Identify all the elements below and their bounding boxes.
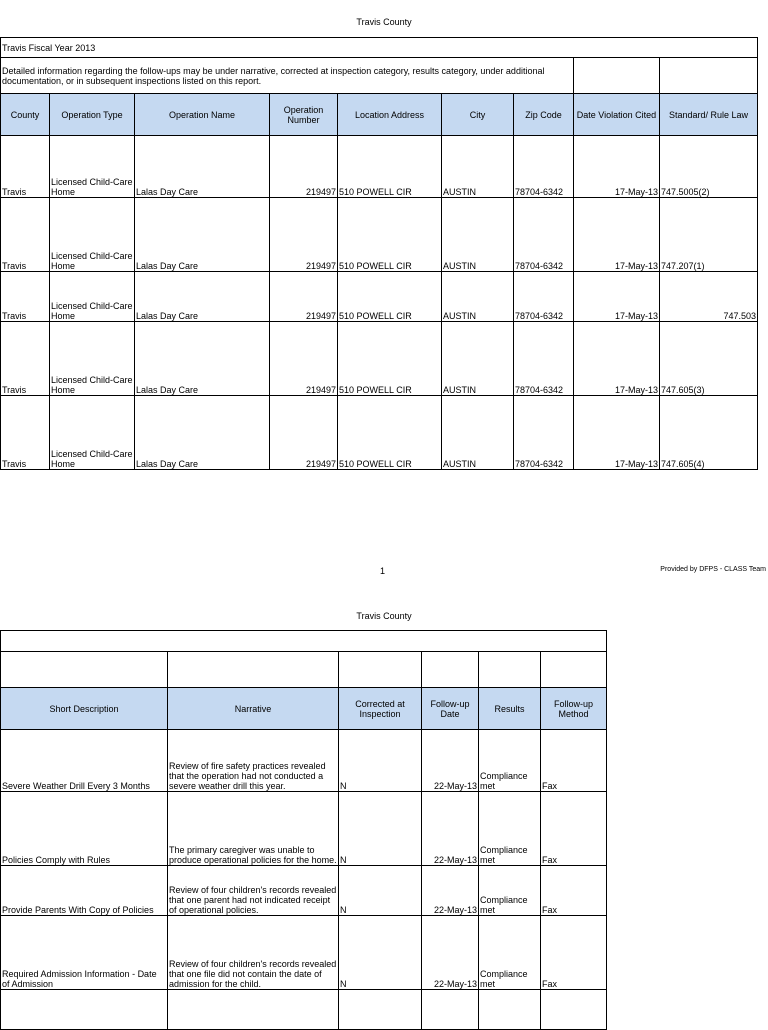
provided-by-footer: Provided by DFPS - CLASS Team [660,566,766,573]
table-row [1,396,758,470]
cell-results: Compliance met [479,916,541,990]
col-zip-header: Zip Code [514,94,574,136]
cell-narrative: Review of four children's records revealed that one parent had not indicated receipt of operational policies. [168,866,339,916]
empty-cell [574,58,660,94]
table-row [1,916,607,990]
cell-zip: 78704-6342 [514,136,574,198]
cell-zip: 78704-6342 [514,396,574,470]
table-row [1,198,758,272]
cell-address: 510 POWELL CIR [338,272,442,322]
cell-corrected: N [339,730,422,792]
followup-note: Detailed information regarding the follow-ups may be under narrative, corrected at inspection category, results category, under additional documentation, or in subsequent inspections listed on this report. [1,58,574,94]
cell-followup-method: Fax [541,730,607,792]
cell-county: Travis [1,198,50,272]
empty-cell [339,652,422,688]
cell-corrected: N [339,916,422,990]
cell-address: 510 POWELL CIR [338,136,442,198]
cell-county: Travis [1,322,50,396]
cell-short-description: Required Admission Information - Date of Admission [1,916,168,990]
cell-followup-date: 22-May-13 [422,916,479,990]
table-row [1,272,758,322]
cell-rule: 747.5005(2) [660,136,758,198]
table-row [1,730,607,792]
table-row [1,866,607,916]
cell-short-description: Policies Comply with Rules [1,792,168,866]
col-results-header: Results [479,688,541,730]
page-number: 1 [380,566,386,576]
table-row [1,322,758,396]
empty-cell [422,652,479,688]
cell-address: 510 POWELL CIR [338,198,442,272]
cell-zip: 78704-6342 [514,272,574,322]
cell-rule: 747.503 [660,272,758,322]
cell-date: 17-May-13 [574,322,660,396]
cell-name: Lalas Day Care [135,322,270,396]
cell-city: AUSTIN [442,272,514,322]
cell-narrative: Review of four children's records revealed that one file did not contain the date of admission for the child. [168,916,339,990]
empty-cell [660,58,758,94]
cell-corrected: N [339,792,422,866]
cell-results: Compliance met [479,792,541,866]
cell-zip: 78704-6342 [514,322,574,396]
cell-followup-date: 22-May-13 [422,792,479,866]
cell-date: 17-May-13 [574,136,660,198]
col-number-header: Operation Number [270,94,338,136]
cell-city: AUSTIN [442,136,514,198]
table-row [1,792,607,866]
col-date-header: Date Violation Cited [574,94,660,136]
header-row [1,94,758,136]
cell-followup-method: Fax [541,792,607,866]
cell-name: Lalas Day Care [135,136,270,198]
cell-date: 17-May-13 [574,272,660,322]
cell-city: AUSTIN [442,322,514,396]
header-row [1,688,607,730]
cell-date: 17-May-13 [574,198,660,272]
cell-number: 219497 [270,272,338,322]
empty-cell [541,652,607,688]
fiscal-year-title: Travis Fiscal Year 2013 [1,38,758,58]
col-name-header: Operation Name [135,94,270,136]
empty-cell [1,652,168,688]
cell-address: 510 POWELL CIR [338,396,442,470]
col-short-description-header: Short Description [1,688,168,730]
cell-county: Travis [1,396,50,470]
empty-cell [479,652,541,688]
cell-address: 510 POWELL CIR [338,322,442,396]
table-row [1,136,758,198]
cell-type: Licensed Child-Care Home [50,272,135,322]
cell-short-description: Severe Weather Drill Every 3 Months [1,730,168,792]
cell-name: Lalas Day Care [135,272,270,322]
followup-table [0,630,607,1030]
col-county-header: County [1,94,50,136]
cell-type: Licensed Child-Care Home [50,198,135,272]
cell-number: 219497 [270,198,338,272]
col-corrected-header: Corrected at Inspection [339,688,422,730]
cell-followup-date: 22-May-13 [422,730,479,792]
cell-type: Licensed Child-Care Home [50,396,135,470]
col-address-header: Location Address [338,94,442,136]
col-followup-date-header: Follow-up Date [422,688,479,730]
col-rule-header: Standard/ Rule Law [660,94,758,136]
cell-rule: 747.605(4) [660,396,758,470]
cell-county: Travis [1,136,50,198]
empty-cell [168,652,339,688]
cell-number: 219497 [270,136,338,198]
cell-name: Lalas Day Care [135,396,270,470]
cell-city: AUSTIN [442,396,514,470]
col-type-header: Operation Type [50,94,135,136]
cell-corrected: N [339,866,422,916]
page1-county-title: Travis County [356,17,412,27]
cell-rule: 747.207(1) [660,198,758,272]
col-city-header: City [442,94,514,136]
cell-followup-date: 22-May-13 [422,866,479,916]
cell-city: AUSTIN [442,198,514,272]
cell-narrative: The primary caregiver was unable to produce operational policies for the home. [168,792,339,866]
cell-results: Compliance met [479,866,541,916]
cell-name: Lalas Day Care [135,198,270,272]
empty-cell [1,631,607,652]
violations-table [0,37,758,470]
cell-zip: 78704-6342 [514,198,574,272]
cell-type: Licensed Child-Care Home [50,322,135,396]
cell-county: Travis [1,272,50,322]
cell-narrative: Review of fire safety practices revealed that the operation had not conducted a severe weather drill this year. [168,730,339,792]
cell-followup-method: Fax [541,866,607,916]
cell-type: Licensed Child-Care Home [50,136,135,198]
cell-followup-method: Fax [541,916,607,990]
cell-number: 219497 [270,322,338,396]
page2-county-title: Travis County [356,611,412,621]
cell-number: 219497 [270,396,338,470]
cell-results: Compliance met [479,730,541,792]
col-narrative-header: Narrative [168,688,339,730]
cell-rule: 747.605(3) [660,322,758,396]
cell-short-description: Provide Parents With Copy of Policies [1,866,168,916]
cell-date: 17-May-13 [574,396,660,470]
col-followup-method-header: Follow-up Method [541,688,607,730]
